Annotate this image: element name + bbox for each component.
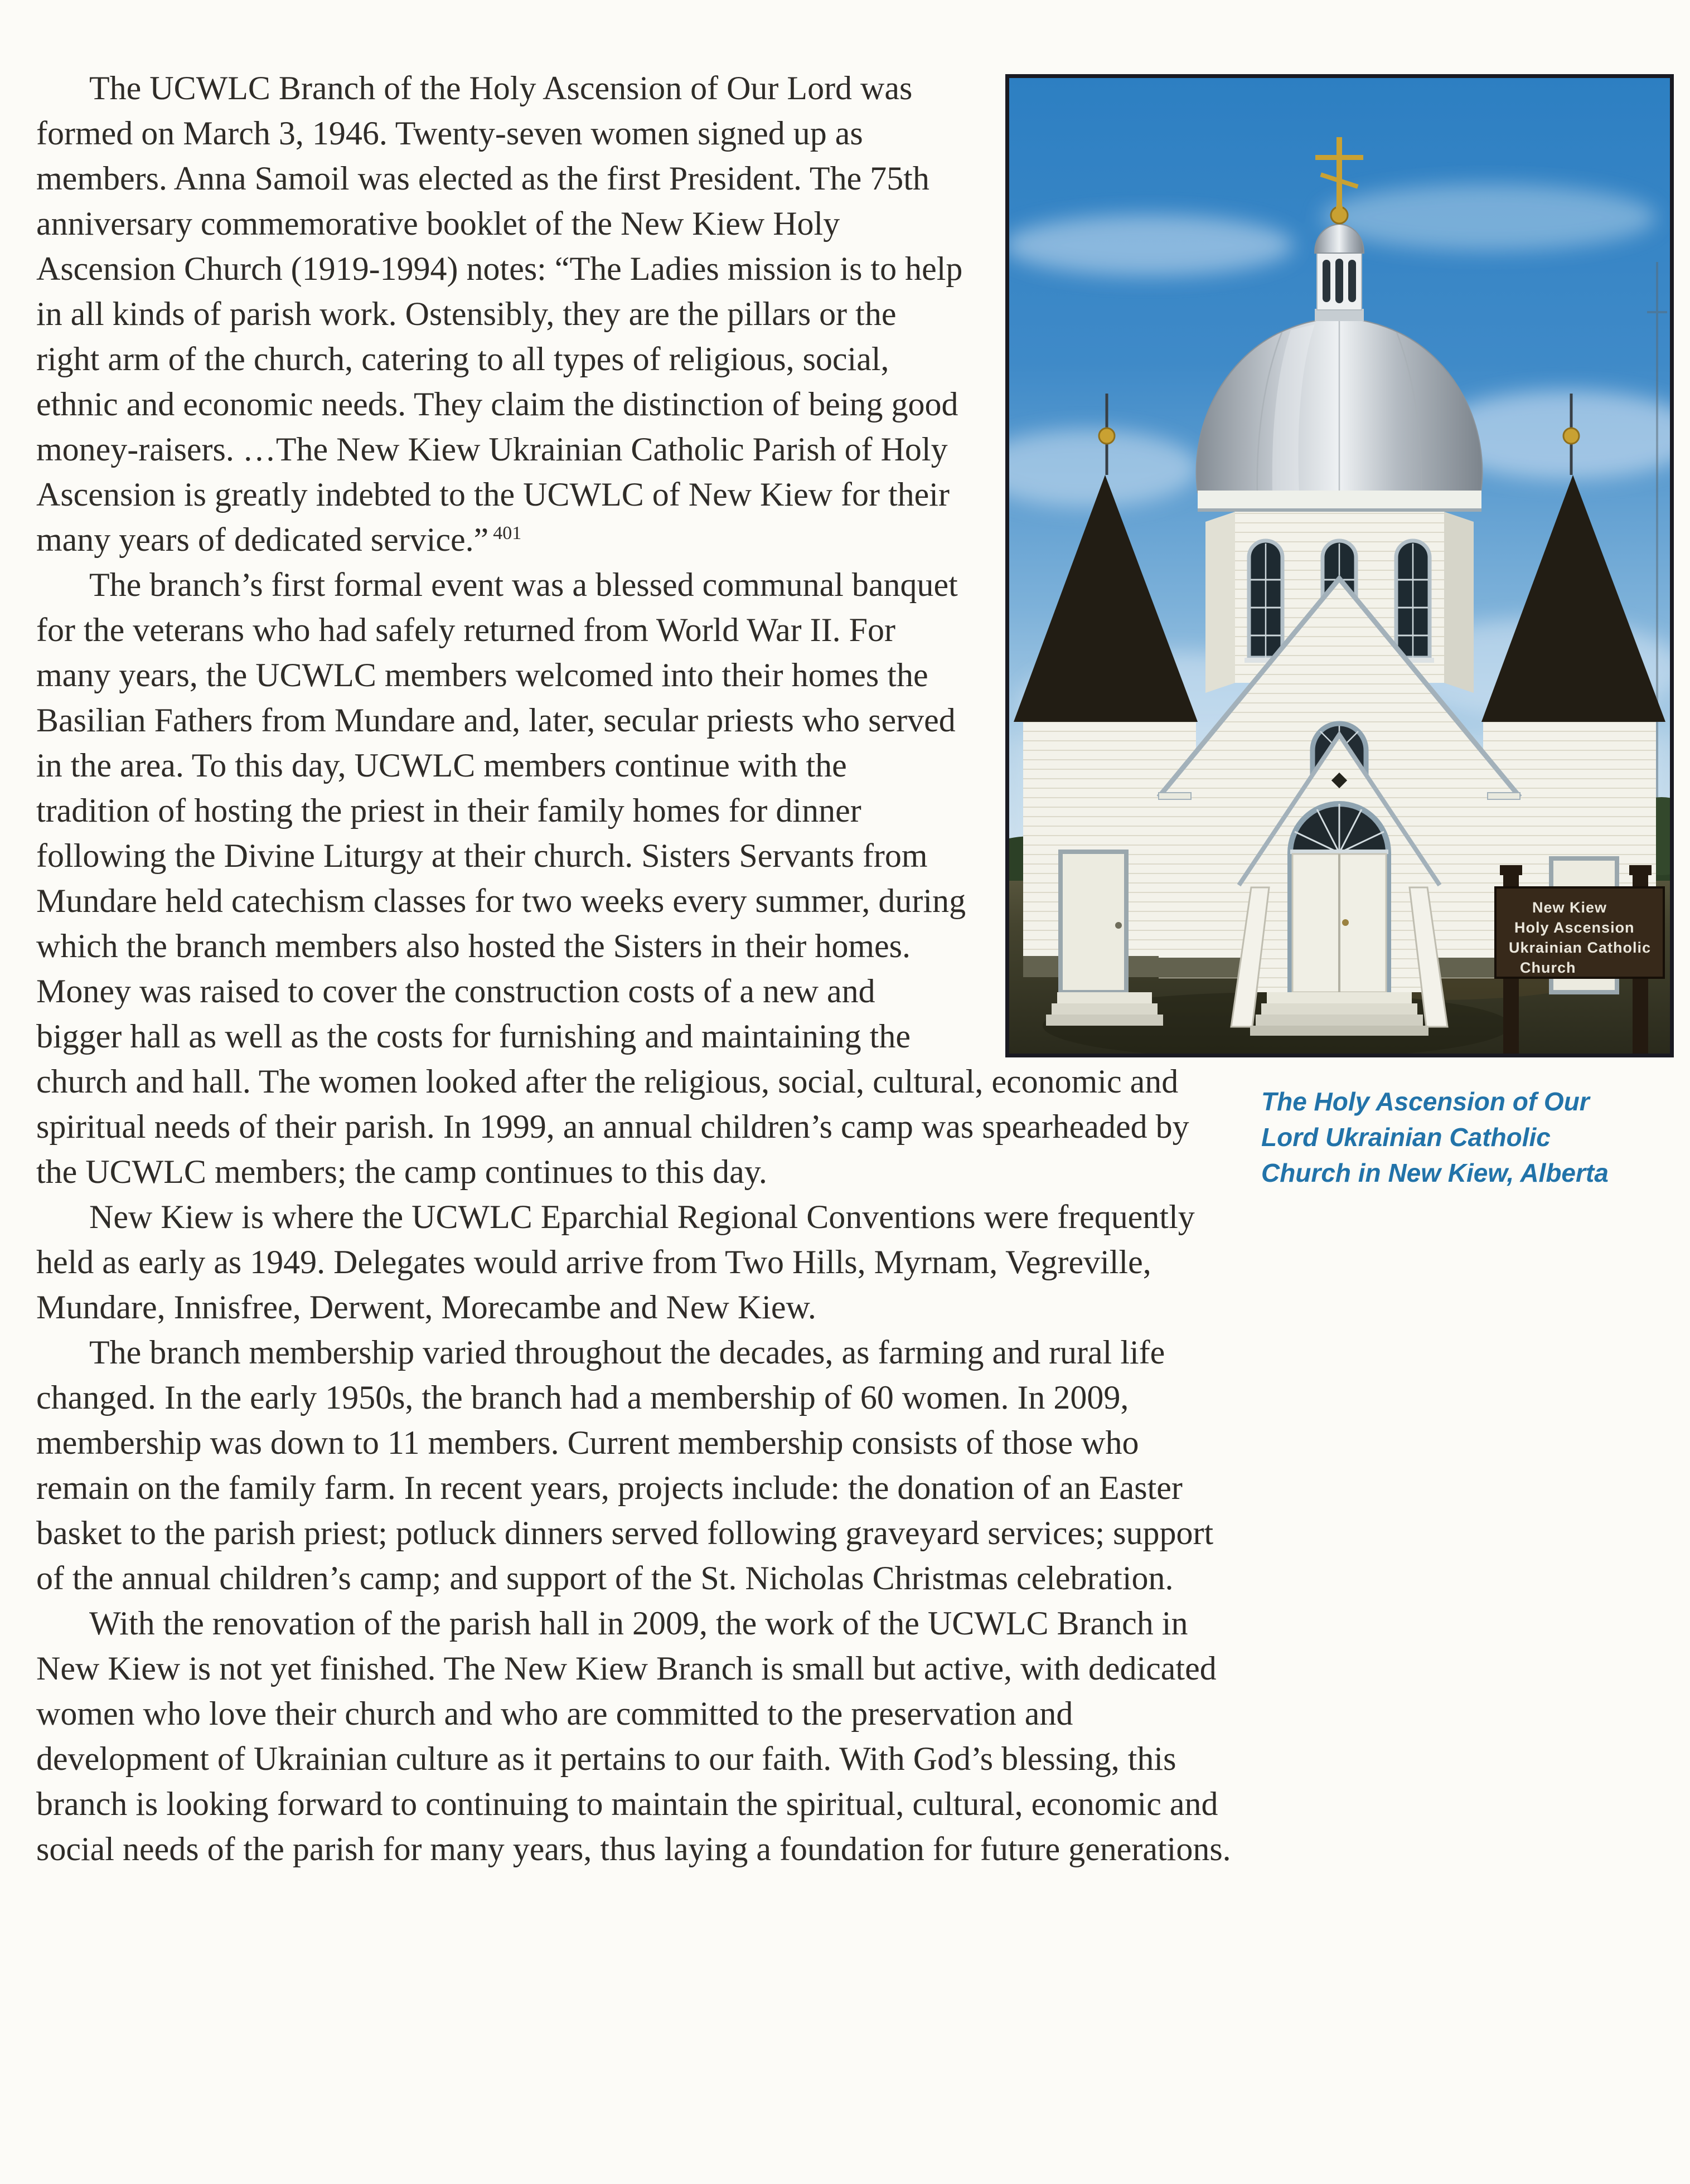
paragraph-text: New Kiew is where the UCWLC Eparchial Regional Conventions were frequently held as early as 1949. Delegates would arrive from Two Hills, Myrnam, Vegreville, Mundare, Innisfree, Derwent, Morecambe and New Kiew. bbox=[36, 1198, 1195, 1326]
sign-line: Ukrainian Catholic bbox=[1509, 939, 1652, 956]
door-knob bbox=[1342, 919, 1349, 926]
body-paragraph bbox=[36, 1330, 1235, 1601]
body-paragraph bbox=[36, 1601, 1235, 1872]
paragraph-text: The branch’s first formal event was a blessed communal banquet for the veterans who had safely returned from World War II. For many years, the UCWLC members welcomed into their homes the Basilian Fathers from Mundare and, later, secular priests who served in the area. To this day, UCWLC members continue with the tradition of hosting the priest in their family homes for dinner following the Divine Liturgy at their church. Sisters Servants from Mundare held catechism classes for two weeks every summer, during which the branch members also hosted the Sisters in their homes. Money was raised to cover the construction costs of a new and bigger hall as well as the costs for furnishing and maintaining the church and hall. The women looked after the religious, social, cultural, economic and spiritual needs of their parish. In 1999, an annual children’s camp was spearheaded by the UCWLC members; the camp continues to this day. bbox=[36, 566, 1189, 1190]
paragraph-text: The branch membership varied throughout the decades, as farming and rural life changed. In the early 1950s, the branch had a membership of 60 women. In 2009, membership was down to 11 members. Current membership consists of those who remain on the family farm. In recent years, projects include: the donation of an Easter basket to the parish priest; potluck dinners served following graveyard services; support of the annual children’s camp; and support of the St. Nicholas Christmas celebration. bbox=[36, 1334, 1214, 1596]
church-photo bbox=[1005, 74, 1674, 1057]
left-side-door bbox=[1061, 852, 1126, 992]
paragraph-text: With the renovation of the parish hall in 2009, the work of the UCWLC Branch in New Kiew is not yet finished. The New Kiew Branch is small but active, with dedicated women who love their church and who are committed to the preservation and development of Ukrainian culture as it pertains to our faith. With God’s blessing, this branch is looking forward to continuing to maintain the spiritual, cultural, economic and social needs of the parish for many years, thus laying a foundation for future generations. bbox=[36, 1605, 1231, 1867]
right-spire-gold-ball bbox=[1563, 428, 1579, 444]
left-steps bbox=[1046, 992, 1163, 1026]
paragraph-text: The UCWLC Branch of the Holy Ascension of Our Lord was formed on March 3, 1946. Twenty-seven women signed up as members. Anna Samoil was elected as the first President. The 75th anniversary commemorative booklet of the New Kiew Holy Ascension Church (1919-1994) notes: “The Ladies mission is to help in all kinds of parish work. Ostensibly, they are the pillars or the right arm of the church, catering to all types of religious, social, ethnic and economic needs. They claim the distinction of being good money-raisers. …The New Kiew Ukrainian Catholic Parish of Holy Ascension is greatly indebted to the UCWLC of New Kiew for their many years of dedicated service.” bbox=[36, 70, 963, 558]
front-steps bbox=[1250, 992, 1428, 1036]
left-spire-gold-ball bbox=[1099, 428, 1115, 444]
sign-line: Holy Ascension bbox=[1514, 919, 1635, 936]
church-photo-illustration bbox=[1009, 78, 1670, 1054]
footnote-marker: 401 bbox=[493, 523, 522, 543]
cupola bbox=[1315, 224, 1364, 321]
sign-line: Church bbox=[1520, 959, 1576, 976]
body-paragraph bbox=[36, 1195, 1235, 1330]
photo-caption: The Holy Ascension of Our Lord Ukrainian Catholic Church in New Kiew, Alberta bbox=[1261, 1087, 1609, 1187]
sign-line: New Kiew bbox=[1532, 899, 1607, 916]
